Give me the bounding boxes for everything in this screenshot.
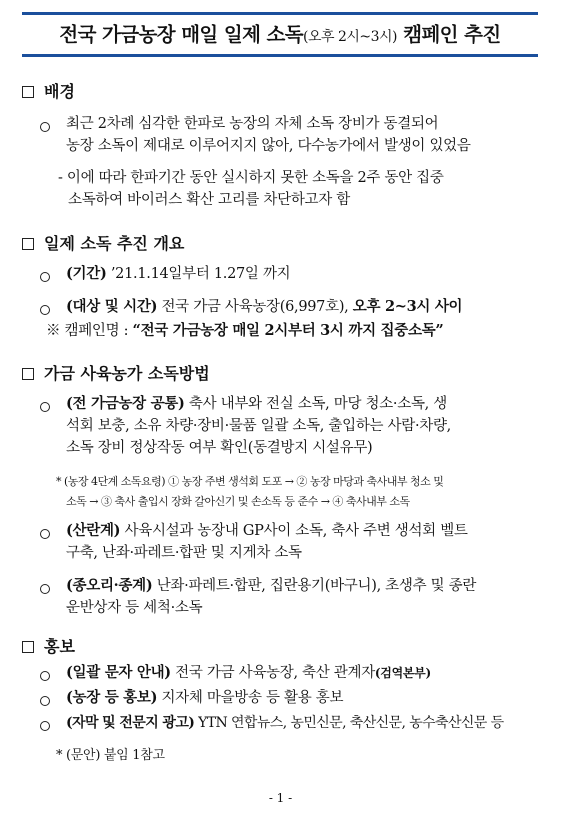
text-line: (기간) ’21.1.14일부터 1.27일 까지 [66, 265, 291, 282]
checkbox-square-icon [22, 641, 34, 653]
text-line: (종오리·종계) 난좌·파레트·합판, 집란용기(바구니), 초생추 및 종란 [66, 577, 477, 594]
text-line: 농장 소독이 제대로 이루어지지 않아, 다수농가에서 발생이 있었음 [66, 138, 471, 154]
title-tail: 캠페인 추진 [397, 23, 501, 46]
text-line: 소독 장비 정상작동 여부 확인(동결방지 시설유무) [66, 440, 373, 456]
title-time: (오후 2시~3시) [303, 29, 398, 45]
circle-bullet-icon [40, 120, 50, 136]
text-line: 구축, 난좌·파레트·합판 및 지게차 소독 [66, 545, 302, 561]
text-line: (자막 및 전문지 광고) YTN 연합뉴스, 농민신문, 축산신문, 농수축산신문 등 [66, 715, 504, 731]
checkbox-square-icon [22, 368, 34, 380]
circle-bullet-icon [40, 582, 50, 598]
checkbox-square-icon [22, 86, 34, 98]
circle-bullet-icon [40, 400, 50, 416]
text-line: ※ 캠페인명 : “전국 가금농장 매일 2시부터 3시 까지 집중소독” [46, 322, 444, 339]
circle-bullet-icon [40, 527, 50, 543]
page-title [22, 15, 538, 57]
page-number: - 1 - [268, 791, 293, 805]
text-line: (전 가금농장 공통) 축사 내부와 전실 소독, 마당 청소·소독, 생 [66, 395, 447, 412]
circle-bullet-icon [40, 303, 50, 319]
circle-bullet-icon [40, 694, 50, 710]
text-line: 운반상자 등 세척·소독 [66, 600, 203, 616]
section-heading-background: 배경 [22, 79, 75, 102]
section-heading-overview: 일제 소독 추진 개요 [22, 231, 184, 254]
title-box [22, 12, 538, 57]
section-heading-method: 가금 사육농가 소독방법 [22, 361, 210, 384]
note-line: 소독 → ③ 축사 출입시 장화 갈아신기 및 손소독 등 준수 → ④ 축사내부 소독 [66, 495, 410, 508]
note-line: * (농장 4단계 소독요령) ① 농장 주변 생석회 도포 → ② 농장 마당과 축사내부 청소 및 [56, 475, 444, 488]
checkbox-square-icon [22, 238, 34, 250]
text-line: (농장 등 홍보) 지자체 마을방송 등 활용 홍보 [66, 689, 344, 706]
text-line: (대상 및 시간) 전국 가금 사육농장(6,997호), 오후 2~3시 사이 [66, 298, 463, 315]
circle-bullet-icon [40, 719, 50, 735]
title-main: 전국 가금농장 매일 일제 소독 [59, 23, 303, 46]
circle-bullet-icon [40, 669, 50, 685]
circle-bullet-icon [40, 270, 50, 286]
text-line: 석회 보충, 소유 차량·장비·물품 일괄 소독, 출입하는 사람·차량, [66, 418, 451, 434]
section-heading-promotion: 홍보 [22, 634, 75, 657]
text-line: 최근 2차례 심각한 한파로 농장의 자체 소독 장비가 동결되어 [66, 116, 439, 132]
text-line: 소독하여 바이러스 확산 고리를 차단하고자 함 [68, 192, 350, 208]
note-line: * (문안) 붙임 1참고 [56, 748, 165, 763]
text-line: - 이에 따라 한파기간 동안 실시하지 못한 소독을 2주 동안 집중 [58, 170, 444, 186]
text-line: (산란계) 사육시설과 농장내 GP사이 소독, 축사 주변 생석회 벨트 [66, 522, 468, 539]
text-line: (일괄 문자 안내) 전국 가금 사육농장, 축산 관계자(검역본부) [66, 664, 431, 681]
